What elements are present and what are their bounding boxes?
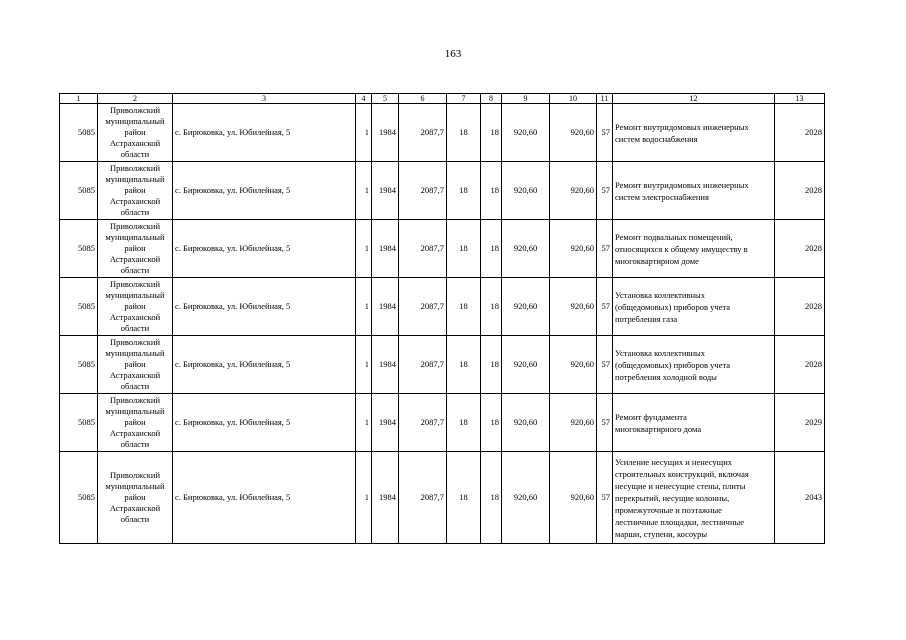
cell-work-type-line: лестничные площадки, лестничные: [615, 516, 744, 527]
cell-municipality-line: Астраханской: [109, 312, 161, 322]
cell-municipality-line: Астраханской: [109, 138, 161, 148]
cell-municipality-line: муниципальный: [105, 481, 165, 491]
cell-col-4: 1: [356, 394, 372, 452]
cell-address: с. Бирюковка, ул. Юбилейная, 5: [173, 162, 356, 220]
column-number-row: [60, 94, 825, 104]
table-row: [60, 278, 825, 336]
table-row: [60, 452, 825, 544]
cell-col-4: 1: [356, 336, 372, 394]
cell-municipality-line: район: [124, 359, 146, 369]
column-number: 12: [613, 94, 775, 104]
cell-municipality-line: район: [124, 492, 146, 502]
cell-area: 2087,7: [399, 220, 447, 278]
cell-municipality-line: области: [120, 149, 150, 159]
cell-municipality: [98, 104, 173, 162]
cell-col-8: 18: [481, 220, 502, 278]
cell-municipality-line: области: [120, 514, 150, 524]
cell-municipality-line: муниципальный: [105, 232, 165, 242]
cell-work-type-line: потребления газа: [615, 313, 678, 324]
cell-work-type-line: Ремонт внутридомовых инженерных: [615, 179, 749, 190]
cell-address: с. Бирюковка, ул. Юбилейная, 5: [173, 278, 356, 336]
cell-work-type-line: Ремонт внутридомовых инженерных: [615, 121, 749, 132]
cell-year: 1984: [372, 104, 399, 162]
cell-municipality-line: Приволжский: [110, 395, 160, 405]
cell-col-10: 920,60: [550, 278, 597, 336]
cell-municipality-line: Астраханской: [109, 254, 161, 264]
cell-year: 1984: [372, 452, 399, 544]
cell-year: 1984: [372, 220, 399, 278]
table-row: [60, 336, 825, 394]
cell-work-type: [613, 452, 775, 544]
column-number: 6: [399, 94, 447, 104]
cell-municipality-line: области: [120, 381, 150, 391]
cell-col-11: 57: [597, 452, 613, 544]
cell-work-type-line: несущие и ненесущие стены, плиты: [615, 480, 746, 491]
cell-col-8: 18: [481, 162, 502, 220]
cell-area: 2087,7: [399, 162, 447, 220]
cell-municipality-line: район: [124, 301, 146, 311]
cell-col-9: 920,60: [502, 452, 550, 544]
cell-col-4: 1: [356, 278, 372, 336]
column-number: 11: [597, 94, 613, 104]
cell-plan-year: 2028: [775, 162, 825, 220]
cell-plan-year: 2043: [775, 452, 825, 544]
cell-col-8: 18: [481, 394, 502, 452]
cell-municipality-line: Приволжский: [110, 279, 160, 289]
column-number: 10: [550, 94, 597, 104]
cell-address: с. Бирюковка, ул. Юбилейная, 5: [173, 394, 356, 452]
cell-col-7: 18: [447, 452, 481, 544]
cell-municipality-line: муниципальный: [105, 406, 165, 416]
cell-municipality-line: Приволжский: [110, 105, 160, 115]
cell-work-type-line: относящихся к общему имуществу в: [615, 243, 748, 254]
cell-municipality-line: район: [124, 127, 146, 137]
cell-id: 5085: [60, 220, 98, 278]
cell-work-type: [613, 394, 775, 452]
cell-col-4: 1: [356, 220, 372, 278]
cell-col-7: 18: [447, 162, 481, 220]
cell-col-11: 57: [597, 278, 613, 336]
cell-work-type-line: многоквартирного дома: [615, 423, 702, 434]
cell-municipality-line: муниципальный: [105, 290, 165, 300]
cell-id: 5085: [60, 278, 98, 336]
cell-municipality-line: Астраханской: [109, 370, 161, 380]
table-row: [60, 220, 825, 278]
column-number: 9: [502, 94, 550, 104]
cell-col-8: 18: [481, 452, 502, 544]
cell-col-11: 57: [597, 104, 613, 162]
cell-col-8: 18: [481, 104, 502, 162]
cell-work-type: [613, 336, 775, 394]
cell-plan-year: 2028: [775, 104, 825, 162]
cell-work-type-line: (общедомовых) приборов учета: [615, 301, 731, 312]
cell-col-4: 1: [356, 162, 372, 220]
cell-col-11: 57: [597, 220, 613, 278]
cell-plan-year: 2029: [775, 394, 825, 452]
page-number: 163: [444, 48, 462, 60]
cell-id: 5085: [60, 336, 98, 394]
cell-year: 1984: [372, 162, 399, 220]
cell-year: 1984: [372, 394, 399, 452]
cell-municipality-line: Приволжский: [110, 163, 160, 173]
column-number: 2: [98, 94, 173, 104]
cell-work-type-line: перекрытий, несущие колонны,: [615, 492, 730, 503]
column-number: 4: [356, 94, 372, 104]
cell-col-7: 18: [447, 278, 481, 336]
cell-plan-year: 2028: [775, 336, 825, 394]
cell-col-9: 920,60: [502, 162, 550, 220]
cell-col-10: 920,60: [550, 452, 597, 544]
column-number: 3: [173, 94, 356, 104]
cell-col-9: 920,60: [502, 336, 550, 394]
cell-work-type-line: Установка коллективных: [615, 347, 705, 358]
cell-address: с. Бирюковка, ул. Юбилейная, 5: [173, 336, 356, 394]
cell-col-7: 18: [447, 394, 481, 452]
cell-work-type-line: многоквартирном доме: [615, 255, 699, 266]
cell-col-7: 18: [447, 104, 481, 162]
cell-col-9: 920,60: [502, 394, 550, 452]
cell-plan-year: 2028: [775, 220, 825, 278]
cell-col-8: 18: [481, 336, 502, 394]
cell-area: 2087,7: [399, 452, 447, 544]
cell-address: с. Бирюковка, ул. Юбилейная, 5: [173, 220, 356, 278]
cell-work-type-line: Ремонт подвальных помещений,: [615, 231, 733, 242]
cell-municipality-line: области: [120, 207, 150, 217]
cell-municipality-line: Приволжский: [110, 221, 160, 231]
cell-col-8: 18: [481, 278, 502, 336]
cell-col-4: 1: [356, 452, 372, 544]
cell-col-11: 57: [597, 336, 613, 394]
column-number: 7: [447, 94, 481, 104]
cell-municipality-line: области: [120, 265, 150, 275]
cell-municipality-line: Астраханской: [109, 503, 161, 513]
cell-municipality: [98, 452, 173, 544]
table-row: [60, 104, 825, 162]
cell-col-11: 57: [597, 394, 613, 452]
cell-work-type-line: строительных конструкций, включая: [615, 468, 749, 479]
cell-work-type-line: систем электроснабжения: [615, 191, 709, 202]
cell-col-4: 1: [356, 104, 372, 162]
cell-municipality-line: район: [124, 243, 146, 253]
cell-municipality-line: Астраханской: [109, 196, 161, 206]
cell-work-type: [613, 104, 775, 162]
cell-work-type: [613, 278, 775, 336]
cell-area: 2087,7: [399, 394, 447, 452]
cell-municipality: [98, 220, 173, 278]
cell-municipality-line: области: [120, 439, 150, 449]
cell-municipality-line: области: [120, 323, 150, 333]
cell-year: 1984: [372, 278, 399, 336]
cell-year: 1984: [372, 336, 399, 394]
cell-municipality: [98, 394, 173, 452]
column-number: 8: [481, 94, 502, 104]
cell-id: 5085: [60, 104, 98, 162]
cell-area: 2087,7: [399, 336, 447, 394]
cell-plan-year: 2028: [775, 278, 825, 336]
table-row: [60, 394, 825, 452]
cell-municipality: [98, 278, 173, 336]
capital-repair-table: [59, 93, 825, 544]
cell-municipality-line: Приволжский: [110, 470, 160, 480]
cell-work-type-line: Установка коллективных: [615, 289, 705, 300]
cell-work-type-line: Ремонт фундамента: [615, 411, 687, 422]
cell-work-type-line: Усиление несущих и ненесущих: [615, 456, 733, 467]
cell-col-10: 920,60: [550, 336, 597, 394]
cell-work-type-line: потребления холодной воды: [615, 371, 717, 382]
cell-id: 5085: [60, 394, 98, 452]
cell-work-type-line: промежуточные и поэтажные: [615, 504, 722, 515]
cell-address: с. Бирюковка, ул. Юбилейная, 5: [173, 452, 356, 544]
cell-municipality-line: район: [124, 185, 146, 195]
cell-id: 5085: [60, 452, 98, 544]
column-number: 5: [372, 94, 399, 104]
cell-municipality: [98, 162, 173, 220]
cell-municipality-line: муниципальный: [105, 348, 165, 358]
cell-col-10: 920,60: [550, 104, 597, 162]
cell-work-type-line: марши, ступени, косоуры: [615, 528, 708, 539]
cell-municipality-line: муниципальный: [105, 116, 165, 126]
cell-col-11: 57: [597, 162, 613, 220]
cell-col-7: 18: [447, 220, 481, 278]
table-row: [60, 162, 825, 220]
cell-address: с. Бирюковка, ул. Юбилейная, 5: [173, 104, 356, 162]
cell-municipality-line: Приволжский: [110, 337, 160, 347]
cell-work-type: [613, 162, 775, 220]
cell-work-type: [613, 220, 775, 278]
cell-area: 2087,7: [399, 104, 447, 162]
cell-col-10: 920,60: [550, 394, 597, 452]
cell-col-10: 920,60: [550, 162, 597, 220]
cell-municipality-line: муниципальный: [105, 174, 165, 184]
cell-id: 5085: [60, 162, 98, 220]
column-number: 13: [775, 94, 825, 104]
cell-municipality: [98, 336, 173, 394]
cell-col-7: 18: [447, 336, 481, 394]
column-number: 1: [60, 94, 98, 104]
cell-col-10: 920,60: [550, 220, 597, 278]
cell-col-9: 920,60: [502, 104, 550, 162]
cell-col-9: 920,60: [502, 220, 550, 278]
cell-col-9: 920,60: [502, 278, 550, 336]
cell-municipality-line: Астраханской: [109, 428, 161, 438]
cell-municipality-line: район: [124, 417, 146, 427]
cell-work-type-line: (общедомовых) приборов учета: [615, 359, 731, 370]
cell-area: 2087,7: [399, 278, 447, 336]
cell-work-type-line: систем водоснабжения: [615, 133, 698, 144]
